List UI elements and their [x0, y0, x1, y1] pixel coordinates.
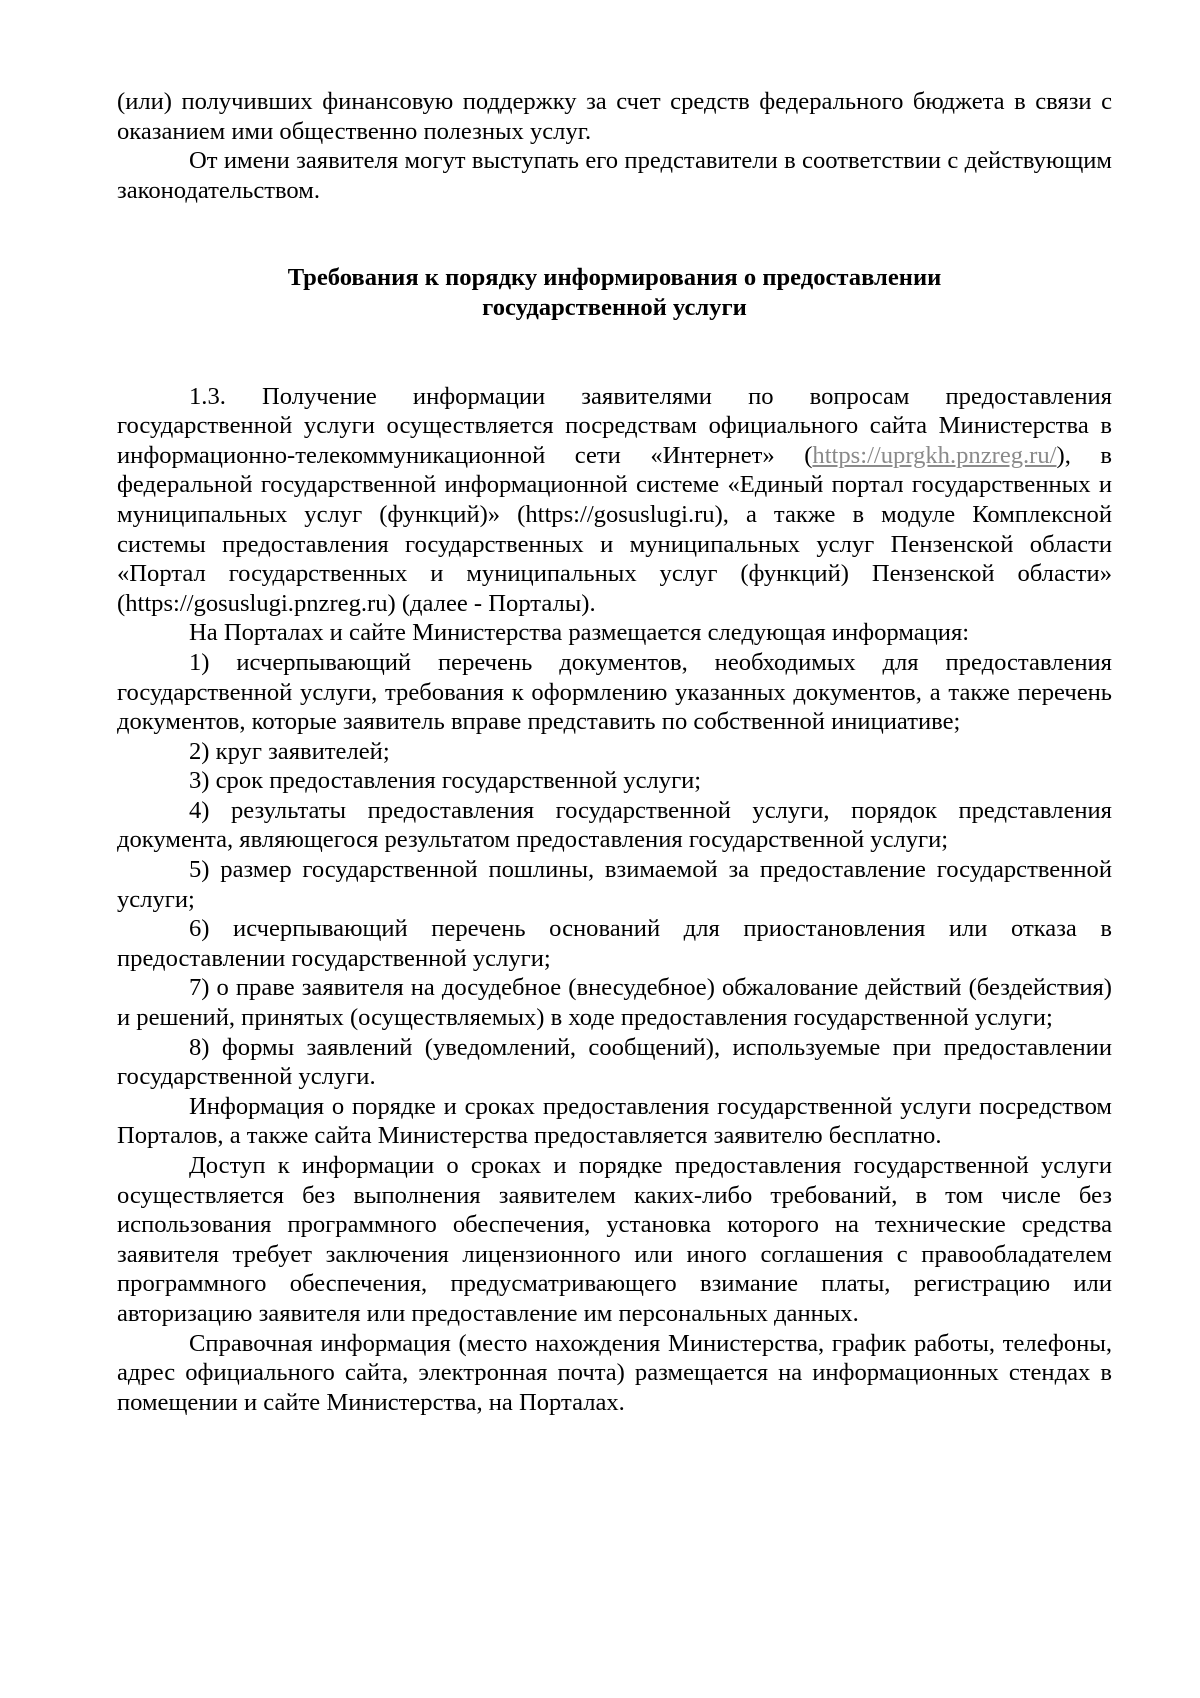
paragraph-reference-info: Справочная информация (место нахождения Министерства, график работы, телефоны, адрес официального сайта, электронная почта) размещается на информационных стендах в помещении и сайте Министерства, на Порталах. [117, 1329, 1112, 1416]
list-item-1: 1) исчерпывающий перечень документов, необходимых для предоставления государственной услуги, требования к оформлению указанных документов, а также перечень документов, которые заявитель вправе представить по собственной инициативе; [117, 648, 1112, 736]
paragraph-1-3 [117, 382, 1112, 619]
list-item-4: 4) результаты предоставления государственной услуги, порядок представления документа, являющегося результатом предоставления государственной услуги; [117, 796, 1112, 854]
list-item-8: 8) формы заявлений (уведомлений, сообщений), используемые при предоставлении государственной услуги. [117, 1033, 1112, 1091]
list-item-3: 3) срок предоставления государственной услуги; [189, 767, 702, 795]
paragraph-1-3-text-a: 1.3. Получение информации заявителями по вопросам предоставления государственной услуги осуществляется посредствам официального сайта Министерства в информационно-телекоммуникационной сети «Интернет» ( [117, 382, 1112, 469]
paragraph-access: Доступ к информации о сроках и порядке предоставления государственной услуги осуществляется без выполнения заявителем каких-либо требований, в том числе без использования программного обеспечения, установка которого на технические средства заявителя требует заключения лицензионного или иного соглашения с правообладателем программного обеспечения, предусматривающего взимание платы, регистрацию или авторизацию заявителя или предоставление им персональных данных. [117, 1152, 1112, 1327]
paragraph-free-info: Информация о порядке и сроках предоставления государственной услуги посредством Порталов, а также сайта Министерства предоставляется заявителю бесплатно. [117, 1092, 1112, 1150]
section-heading [117, 263, 1112, 322]
paragraph-representatives: От имени заявителя могут выступать его представители в соответствии с действующим законодательством. [117, 147, 1112, 204]
paragraph-1-3-text-b: ), в федеральной государственной информационной системе «Единый портал государственных и муниципальных услуг (функций)» (https://gosuslugi.ru), а также в модуле Комплексной системы предоставления государственных и муниципальных услуг Пензенской области «Портал государственных и муниципальных услуг (функций) Пензенской области» (https://gosuslugi.pnzreg.ru) (далее - Порталы). [117, 441, 1112, 617]
list-item-6: 6) исчерпывающий перечень оснований для приостановления или отказа в предоставлении государственной услуги; [117, 915, 1112, 972]
list-item-5: 5) размер государственной пошлины, взимаемой за предоставление государственной услуги; [117, 856, 1112, 913]
section-heading-line-2: государственной услуги [482, 293, 747, 321]
paragraph-continuation: (или) получивших финансовую поддержку за счет средств федерального бюджета в связи с оказанием ими общественно полезных услуг. [117, 88, 1112, 145]
ministry-site-link[interactable]: https://uprgkh.pnzreg.ru/ [812, 441, 1057, 469]
list-item-2: 2) круг заявителей; [189, 737, 390, 765]
paragraph-info-intro: На Порталах и сайте Министерства размещается следующая информация: [189, 619, 970, 647]
list-item-7: 7) о праве заявителя на досудебное (внесудебное) обжалование действий (бездействия) и решений, принятых (осуществляемых) в ходе предоставления государственной услуги; [117, 974, 1112, 1032]
section-heading-line-1: Требования к порядку информирования о предоставлении [287, 264, 942, 292]
